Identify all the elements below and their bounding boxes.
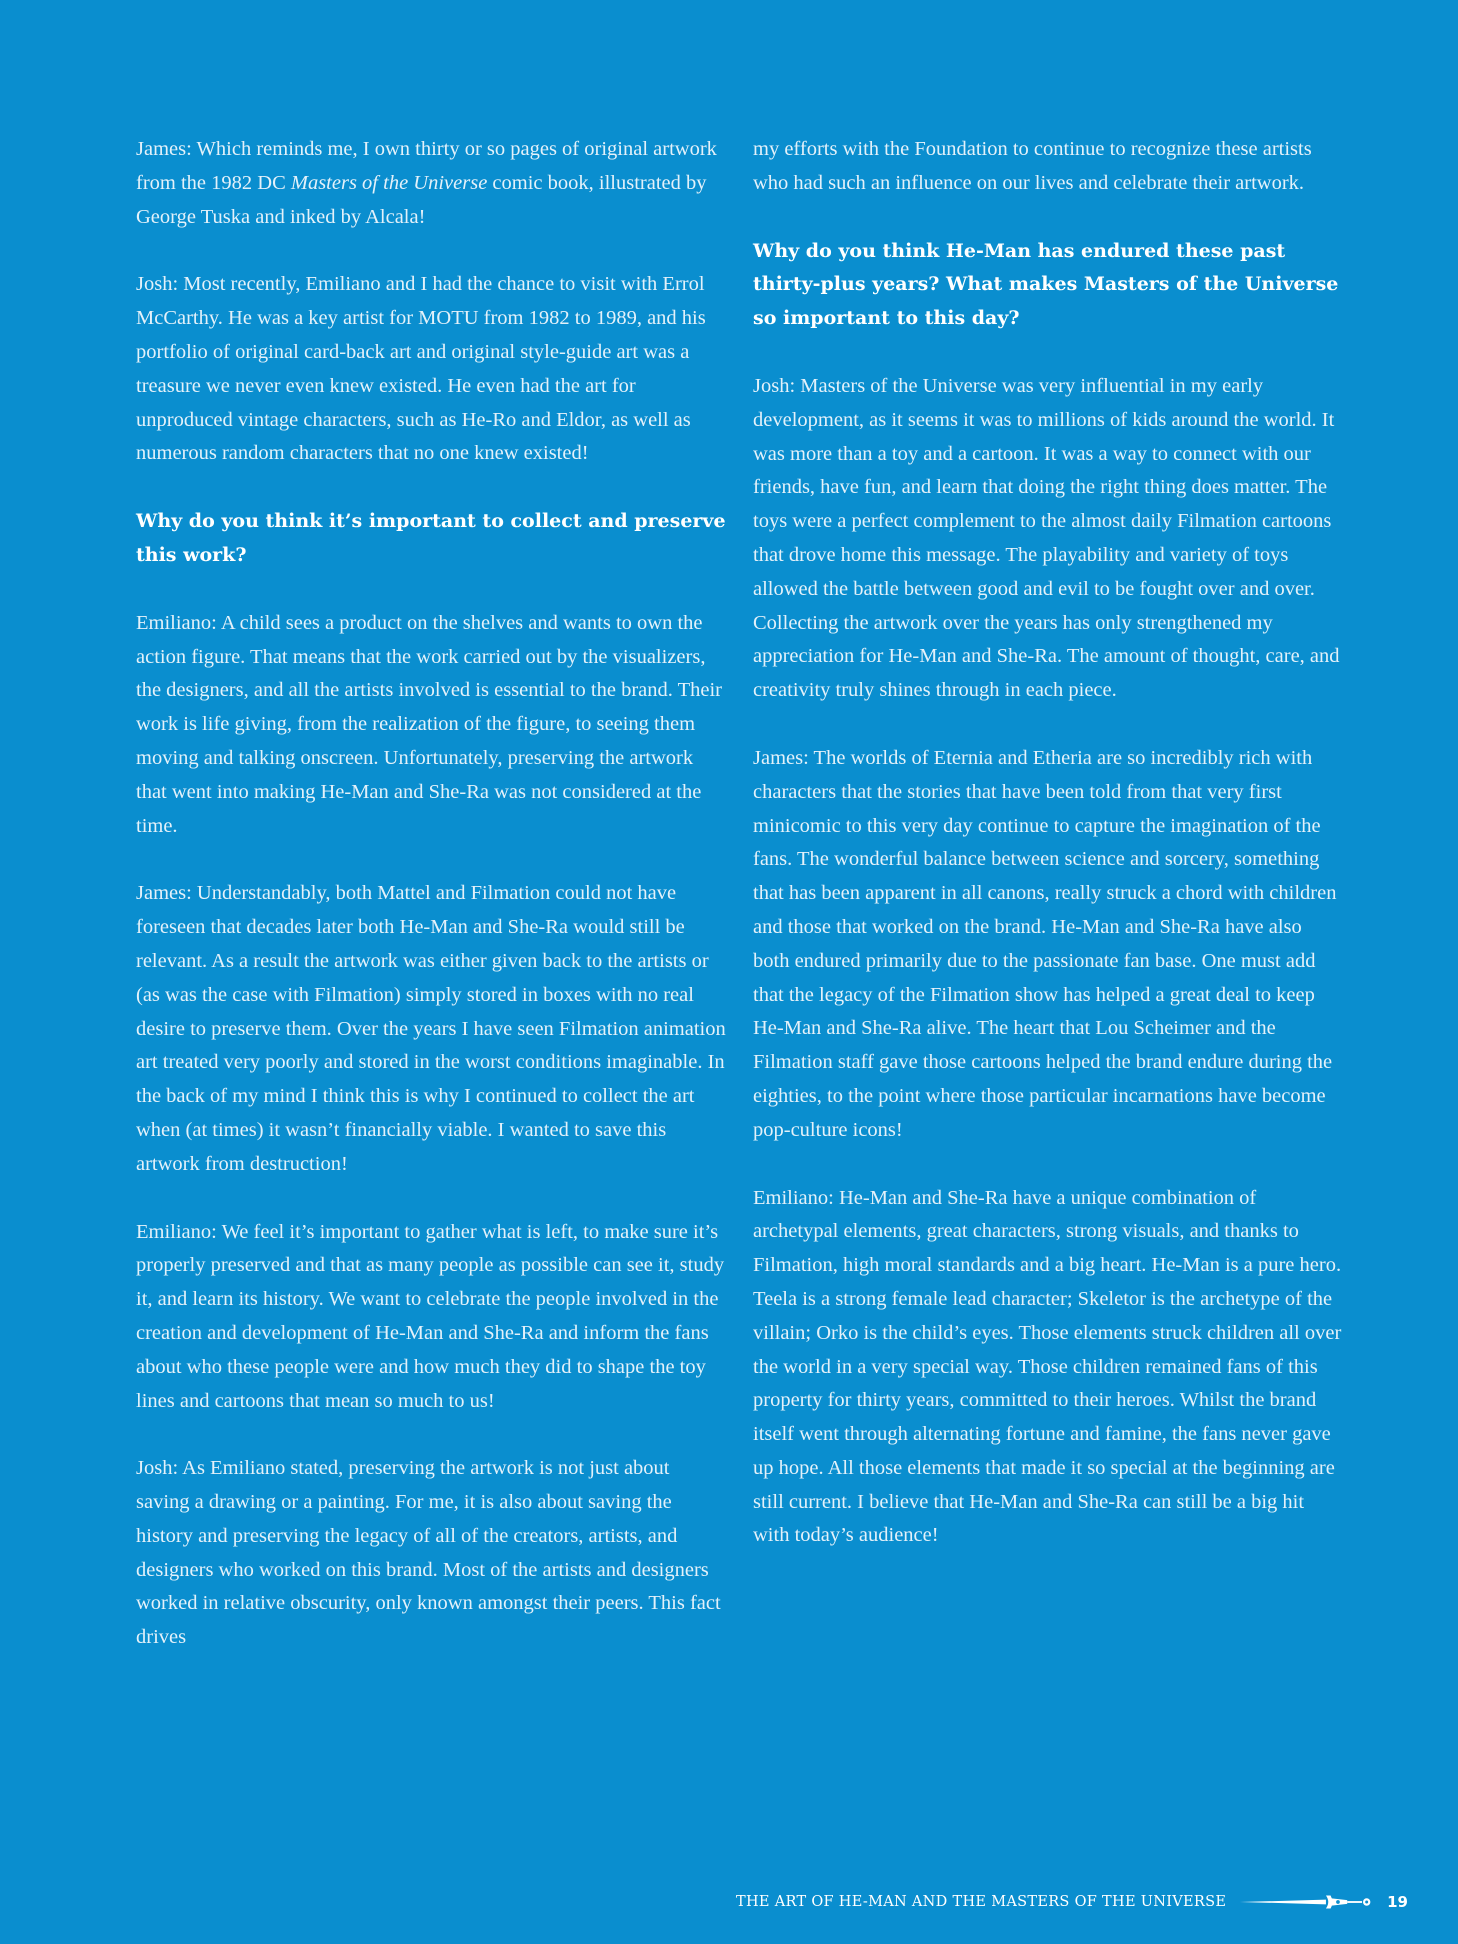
question-why-collect: Why do you think it’s important to collect and preserve this work? xyxy=(136,510,726,566)
paragraph-emiliano-gather: Emiliano: We feel it’s important to gather what is left, to make sure it’s properly preserved and that as many people as possible can see it, study it, and learn its history. We want to celebrate the people involved in the creation and development of He-Man and She-Ra and inform the fans about who these people were and how much they did to shape the toy lines and cartoons that mean so much to us! xyxy=(136,1220,725,1412)
right-column xyxy=(753,133,1343,1587)
paragraph-josh-influential: Josh: Masters of the Universe was very influential in my early development, as it seems it was to millions of kids around the world. It was more than a toy and a cartoon. It was a way to connect with our friends, have fun, and learn that doing the right thing does matter. The toys were a perfect complement to the almost daily Filmation cartoons that drove home this message. The playability and variety of toys allowed the battle between good and evil to be fought over and over. Collecting the artwork over the years has only strengthened my appreciation for He-Man and She-Ra. The amount of thought, care, and creativity truly shines through in each piece. xyxy=(753,374,1340,702)
page-number: 19 xyxy=(1387,1893,1408,1911)
left-column xyxy=(136,133,726,1689)
running-title: THE ART OF HE-MAN AND THE MASTERS OF THE UNIVERSE xyxy=(736,1894,1227,1910)
paragraph-josh-preserving: Josh: As Emiliano stated, preserving the artwork is not just about saving a drawing or a painting. For me, it is also about saving the history and preserving the legacy of all of the creators, artists, and designers who worked on this brand. Most of the artists and designers worked in relative obscurity, only known amongst their peers. This fact drives xyxy=(136,1457,721,1649)
power-sword-icon xyxy=(1238,1891,1377,1913)
paragraph-james-artwork: James: Which reminds me, I own thirty or so pages of original artwork from the 1982 DC Masters of the Universe comic book, illustrated by George Tuska and inked by Alcala! xyxy=(136,138,717,228)
paragraph-emiliano-child: Emiliano: A child sees a product on the shelves and wants to own the action figure. That means that the work carried out by the visualizers, the designers, and all the artists involved is essential to the brand. Their work is life giving, from the realization of the figure, to seeing them moving and talking onscreen. Unfortunately, preserving the artwork that went into making He-Man and She-Ra was not considered at the time. xyxy=(136,611,723,837)
paragraph-james-eternia: James: The worlds of Eternia and Etheria are so incredibly rich with characters that the stories that have been told from that very first minicomic to this very day continue to capture the imagination of the fans. The wonderful balance between science and sorcery, something that has been apparent in all canons, really struck a chord with children and those that worked on the brand. He-Man and She-Ra have also both endured primarily due to the passionate fan base. One must add that the legacy of the Filmation show has helped a great deal to keep He-Man and She-Ra alive. The heart that Lou Scheimer and the Filmation staff gave those cartoons helped the brand endure during the eighties, to the point where those particular incarnations have become pop-culture icons! xyxy=(753,746,1337,1141)
paragraph-emiliano-combination: Emiliano: He-Man and She-Ra have a unique combination of archetypal elements, great characters, strong visuals, and thanks to Filmation, high moral standards and a big heart. He-Man is a pure hero. Teela is a strong female lead character; Skeletor is the archetype of the villain; Orko is the child’s eyes. Those elements struck children all over the world in a very special way. Those children remained fans of this property for thirty years, committed to their heroes. Whilst the brand itself went through alternating fortune and famine, the fans never gave up hope. All those elements that made it so special at the beginning are still current. I believe that He-Man and She-Ra can still be a big hit with today’s audience! xyxy=(753,1186,1342,1547)
question-why-endured: Why do you think He-Man has endured these past thirty-plus years? What makes Masters of the Universe so important to this day? xyxy=(753,239,1339,330)
page-footer xyxy=(736,1886,1408,1918)
paragraph-james-mattel-filmation: James: Understandably, both Mattel and Filmation could not have foreseen that decades later both He-Man and She-Ra would still be relevant. As a result the artwork was either given back to the artists or (as was the case with Filmation) simply stored in boxes with no real desire to preserve them. Over the years I have seen Filmation animation art treated very poorly and stored in the worst conditions imaginable. In the back of my mind I think this is why I continued to collect the art when (at times) it wasn’t financially viable. I wanted to save this artwork from destruction! xyxy=(136,882,726,1175)
paragraph-josh-errol-mccarthy: Josh: Most recently, Emiliano and I had the chance to visit with Errol McCarthy. He was a key artist for MOTU from 1982 to 1989, and his portfolio of original card-back art and original style-guide art was a treasure we never even knew existed. He even had the art for unproduced vintage characters, such as He-Ro and Eldor, as well as numerous random characters that no one knew existed! xyxy=(136,273,706,465)
paragraph-josh-foundation: my efforts with the Foundation to continue to recognize these artists who had such an influence on our lives and celebrate their artwork. xyxy=(753,138,1312,194)
